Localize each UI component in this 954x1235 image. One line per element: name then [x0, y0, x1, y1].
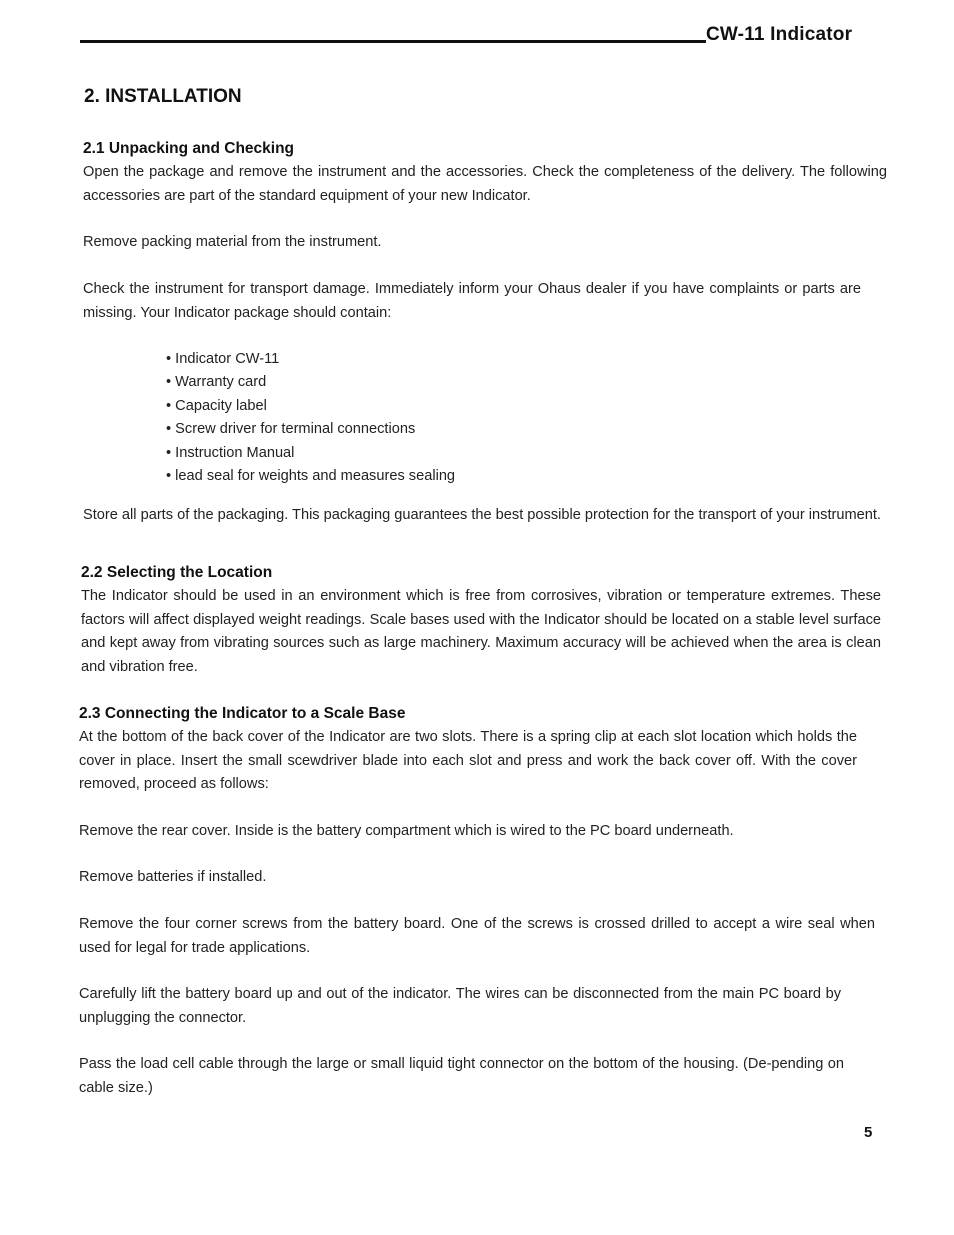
- package-contents-list: [166, 348, 455, 488]
- paragraph-corner-screws: Remove the four corner screws from the battery board. One of the screws is crossed drilled to accept a wire seal when used for legal for trade applications.: [79, 916, 875, 956]
- section-heading-location: 2.2 Selecting the Location: [81, 564, 273, 581]
- paragraph-remove-batteries: Remove batteries if installed.: [79, 869, 267, 885]
- header-rule: [80, 40, 706, 43]
- paragraph-store-packaging: Store all parts of the packaging. This packaging guarantees the best possible protection for the transport of your instrument.: [83, 507, 881, 523]
- list-item: • Instruction Manual: [166, 442, 455, 465]
- list-item: • Indicator CW-11: [166, 348, 455, 371]
- paragraph-back-cover: At the bottom of the back cover of the Indicator are two slots. There is a spring clip at each slot location which holds the cover in place. Insert the small scewdriver blade into each slot and press and work the back cover off. With the cover removed, proceed as follows:: [79, 729, 857, 792]
- paragraph-unpacking-intro: Open the package and remove the instrument and the accessories. Check the completeness of the delivery. The following accessories are part of the standard equipment of your new Indicator.: [83, 164, 887, 204]
- paragraph-lift-battery-board: Carefully lift the battery board up and out of the indicator. The wires can be disconnected from the main PC board by unplugging the connector.: [79, 986, 841, 1026]
- chapter-title: 2. INSTALLATION: [84, 86, 242, 107]
- paragraph-check-damage: Check the instrument for transport damage. Immediately inform your Ohaus dealer if you have complaints or parts are missing. Your Indicator package should contain:: [83, 281, 861, 321]
- paragraph-location: The Indicator should be used in an environment which is free from corrosives, vibration or temperature extremes. These factors will affect displayed weight readings. Scale bases used with the Indicator should be located on a stable level surface and kept away from vibrating sources such as large machinery. Maximum accuracy will be achieved when the area is clean and vibration free.: [81, 588, 881, 675]
- list-item: • Screw driver for terminal connections: [166, 418, 455, 441]
- document-title: CW-11 Indicator: [706, 24, 853, 45]
- paragraph-remove-packing: Remove packing material from the instrument.: [83, 234, 382, 250]
- section-heading-connecting: 2.3 Connecting the Indicator to a Scale Base: [79, 705, 406, 722]
- list-item: • Warranty card: [166, 371, 455, 394]
- list-item: • lead seal for weights and measures sealing: [166, 465, 455, 488]
- page-number: 5: [864, 1124, 873, 1141]
- paragraph-load-cell-cable: Pass the load cell cable through the large or small liquid tight connector on the bottom of the housing. (De-pending on cable size.): [79, 1056, 844, 1096]
- list-item: • Capacity label: [166, 395, 455, 418]
- paragraph-remove-rear-cover: Remove the rear cover. Inside is the battery compartment which is wired to the PC board underneath.: [79, 823, 734, 839]
- section-heading-unpacking: 2.1 Unpacking and Checking: [83, 140, 295, 157]
